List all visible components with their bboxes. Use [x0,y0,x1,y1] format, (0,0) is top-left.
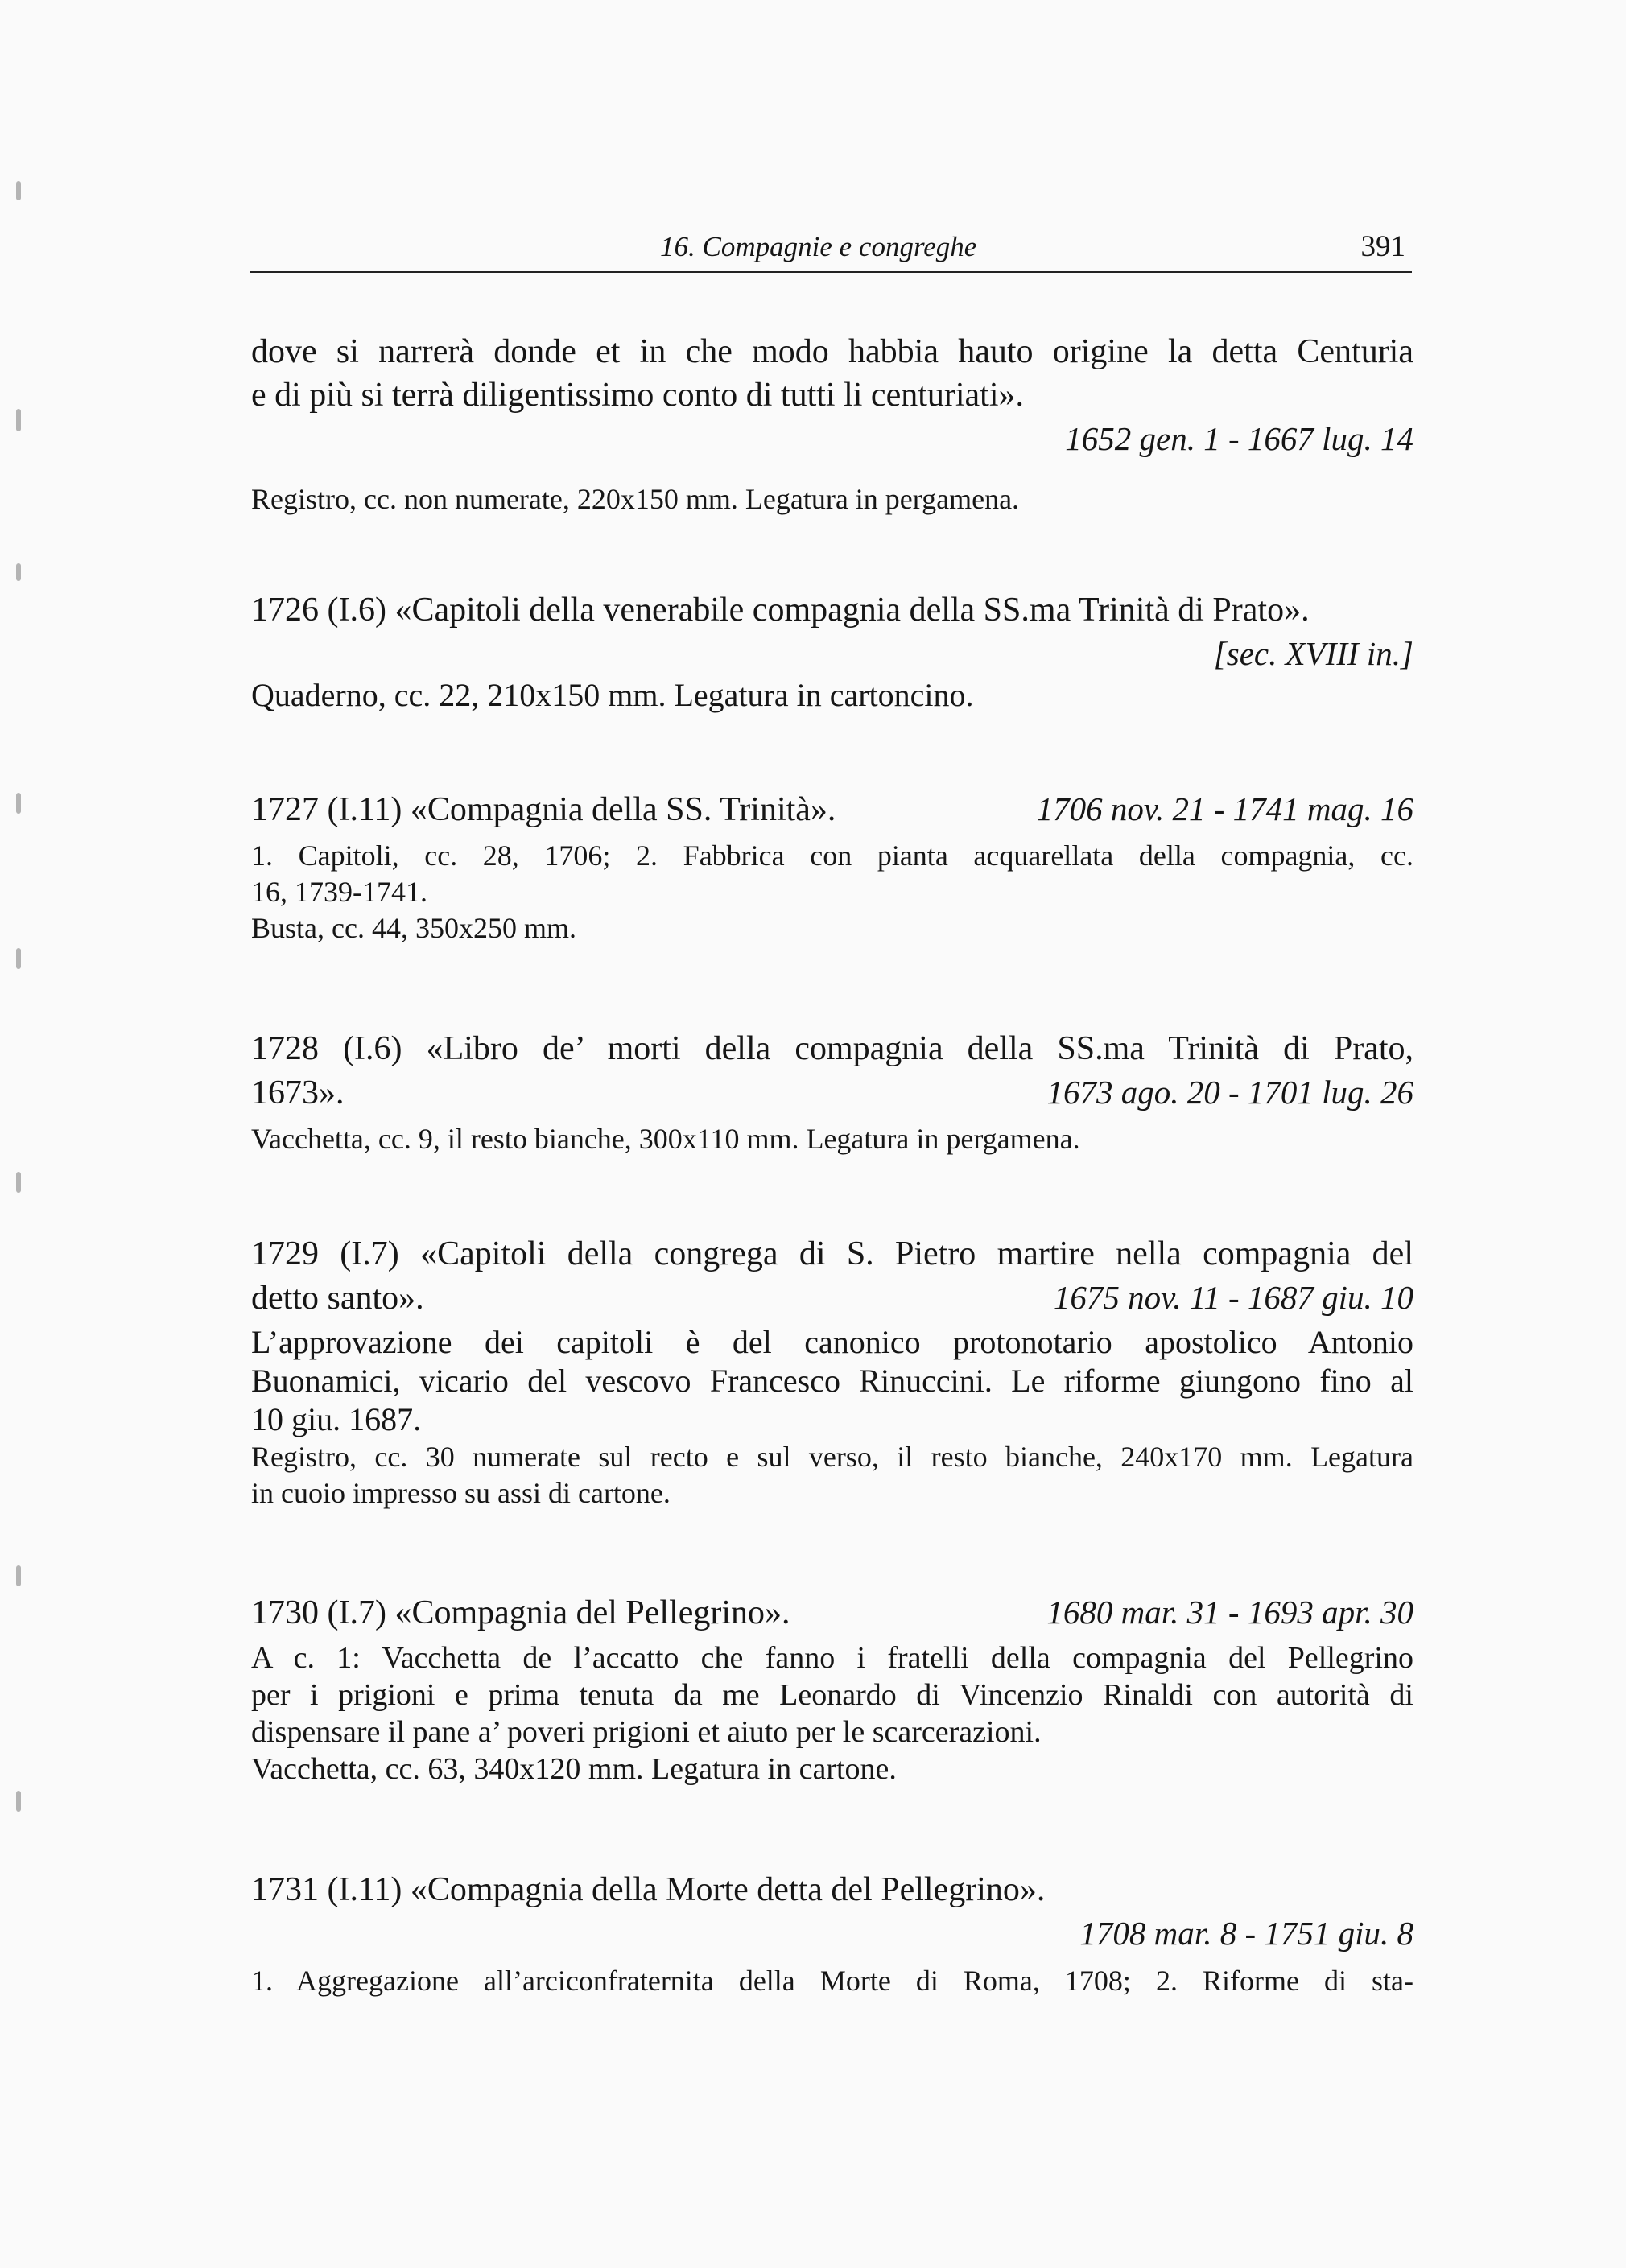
entry-description: Quaderno, cc. 22, 210x150 mm. Legatura in cartoncino. [251,677,974,713]
entry-date: 1708 mar. 8 - 1751 giu. 8 [1079,1915,1413,1952]
entry-title: 1728 (I.6) «Libro de’ morti della compagnia della SS.ma Trinità di Prato, [251,1030,1413,1067]
margin-mark [16,1565,21,1586]
entry-title: 1729 (I.7) «Capitoli della congrega di S. Pietro martire nella compagnia del [251,1235,1413,1272]
entry-title: 1731 (I.11) «Compagnia della Morte detta del Pellegrino». [251,1871,1046,1908]
margin-mark [16,563,21,581]
text-line: 1. Capitoli, cc. 28, 1706; 2. Fabbrica con pianta acquarellata della compagnia, cc. [251,839,1413,872]
entry-1727 [251,787,1413,946]
page-number: 391 [1360,230,1405,263]
text-line: Registro, cc. 30 numerate sul recto e sul verso, il resto bianche, 240x170 mm. Legatura [251,1441,1413,1473]
text-line: dispensare il pane a’ poveri prigioni et aiuto per le scarcerazioni. [251,1715,1042,1749]
entry-1726 [251,588,1413,715]
entry-date: 1673 ago. 20 - 1701 lug. 26 [1046,1074,1413,1111]
text-line: in cuoio impresso su assi di cartone. [251,1477,671,1509]
running-head [250,229,1412,273]
text-line: 10 giu. 1687. [251,1401,422,1437]
entry-title: 1726 (I.6) «Capitoli della venerabile compagnia della SS.ma Trinità di Prato». [251,592,1310,629]
text-line: Buonamici, vicario del vescovo Francesco Rinuccini. Le riforme giungono fino al [251,1363,1413,1399]
text-line: 16, 1739-1741. [251,876,427,908]
text-line: per i prigioni e prima tenuta da me Leonardo di Vincenzio Rinaldi con autorità di [251,1678,1413,1712]
running-title: 16. Compagnie e congreghe [660,231,977,262]
entry-title-cont: detto santo». [251,1280,424,1317]
text-line: A c. 1: Vacchetta de l’accatto che fanno i fratelli della compagnia del Pellegrino [251,1641,1413,1675]
entry-description: 1. Aggregazione all’arciconfraternita della Morte di Roma, 1708; 2. Riforme di sta- [251,1965,1413,1997]
margin-mark [16,1791,21,1812]
intro-description: Registro, cc. non numerate, 220x150 mm. Legatura in pergamena. [251,483,1020,515]
entry-description [251,1639,1413,1788]
margin-mark [16,181,21,200]
text-line: Vacchetta, cc. 63, 340x120 mm. Legatura in cartone. [251,1752,897,1786]
entry-date: [sec. XVIII in.] [1213,635,1413,672]
entry-1731 [251,1868,1413,1999]
entry-date: 1675 nov. 11 - 1687 giu. 10 [1053,1279,1413,1316]
entry-date: 1680 mar. 31 - 1693 apr. 30 [1046,1594,1413,1631]
intro-text [251,330,1413,460]
entry-description [251,1323,1413,1511]
entry-description: Vacchetta, cc. 9, il resto bianche, 300x110 mm. Legatura in pergamena. [251,1123,1080,1155]
entry-description [251,838,1413,946]
text-line: dove si narrerà donde et in che modo habbia hauto origine la detta Centuria [251,333,1413,370]
entry-date: 1706 nov. 21 - 1741 mag. 16 [1036,790,1413,827]
text-line: e di più si terrà diligentissimo conto di tutti li centuriati». [251,377,1025,414]
entry-date: 1652 gen. 1 - 1667 lug. 14 [1065,420,1413,457]
entry-title: 1730 (I.7) «Compagnia del Pellegrino». [251,1594,790,1631]
margin-mark [16,409,21,431]
margin-mark [16,948,21,969]
text-line: L’approvazione dei capitoli è del canonico protonotario apostolico Antonio [251,1324,1413,1360]
entry-title-cont: 1673». [251,1074,345,1111]
margin-mark [16,1172,21,1193]
entry-1728 [251,1027,1413,1157]
text-line: Busta, cc. 44, 350x250 mm. [251,912,576,944]
entry-1730 [251,1590,1413,1788]
entry-1729 [251,1232,1413,1511]
margin-mark [16,793,21,814]
entry-title: 1727 (I.11) «Compagnia della SS. Trinità». [251,791,836,828]
